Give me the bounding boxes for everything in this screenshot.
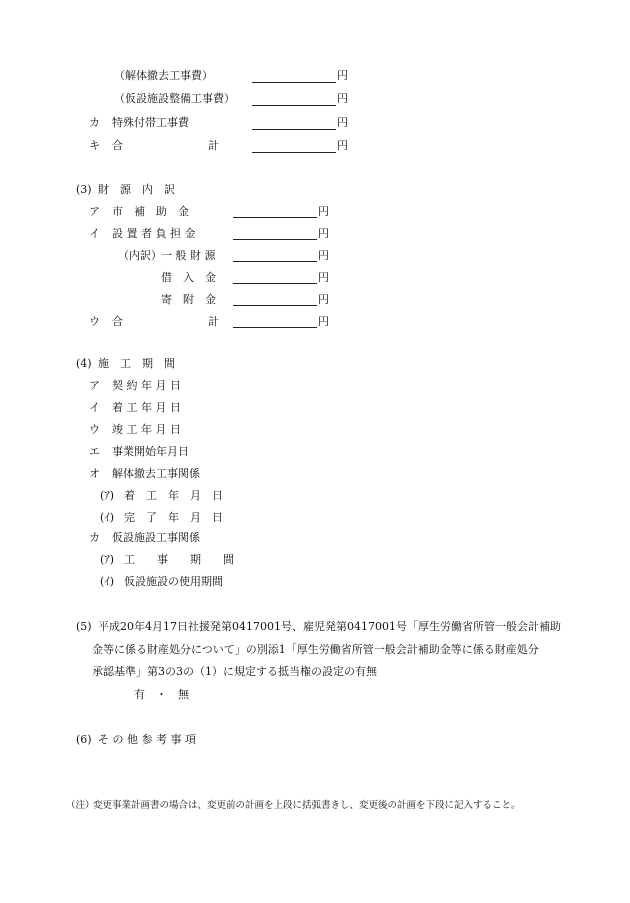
business-start-label: 事業開始年月日 (112, 445, 189, 458)
yen-unit: 円 (337, 69, 348, 82)
breakdown-prefix: （内訳） (118, 249, 162, 262)
yen-unit: 円 (337, 116, 348, 129)
usage-period-label: 仮設施設の使用期間 (124, 575, 223, 588)
completion-date-marker: ウ (89, 423, 100, 436)
completion-date-label: 竣 工 年 月 日 (112, 423, 181, 436)
temp-facility-cost-label: （仮設施設整備工事費） (114, 92, 235, 105)
general-funds-label: 一 般 財 源 (161, 249, 216, 262)
temp-facility-work-marker: カ (89, 531, 100, 544)
funds-total-label-a: 合 (112, 315, 123, 328)
loans-label: 借 入 金 (161, 271, 216, 284)
funds-total-marker: ウ (89, 315, 100, 328)
special-cost-marker: カ (89, 116, 100, 129)
yen-unit: 円 (318, 315, 329, 328)
demolition-work-label: 解体撤去工事関係 (112, 467, 200, 480)
yen-unit: 円 (318, 293, 329, 306)
founder-burden-label: 設 置 者 負 担 金 (112, 227, 196, 240)
founder-burden-marker: イ (89, 227, 100, 240)
yen-unit: 円 (318, 271, 329, 284)
note-marker: （注） (66, 800, 95, 811)
contract-date-marker: ア (89, 379, 100, 392)
city-subsidy-field[interactable] (233, 217, 317, 218)
subsidy-marker: ア (89, 205, 100, 218)
section6-title: そ の 他 参 考 事 項 (98, 733, 196, 746)
special-cost-label: 特殊付帯工事費 (112, 116, 189, 129)
demolition-cost-label: （解体撤去工事費） (114, 69, 213, 82)
funds-total-field[interactable] (233, 327, 317, 328)
total-label-b: 計 (208, 139, 219, 152)
demolition-cost-field[interactable] (252, 82, 336, 83)
section4-title: 施 工 期 間 (98, 357, 175, 370)
temp-facility-work-label: 仮設施設工事関係 (112, 531, 200, 544)
temp-facility-cost-field[interactable] (252, 105, 336, 106)
demolition-start-label: 着 工 年 月 日 (124, 489, 223, 502)
construction-period-label: 工 事 期 間 (124, 553, 234, 566)
business-start-marker: エ (89, 445, 100, 458)
demolition-end-label: 完 了 年 月 日 (124, 511, 223, 524)
total-label-a: 合 (112, 139, 123, 152)
yen-unit: 円 (337, 139, 348, 152)
construction-period-marker: (ｱ) (100, 553, 115, 566)
section5-line2: 金等に係る財産処分について」の別添1「厚生労働省所管一般会計補助金等に係る財産処分 (92, 643, 539, 656)
demolition-start-marker: (ｱ) (100, 489, 115, 502)
demolition-work-marker: オ (89, 467, 100, 480)
funds-total-label-b: 計 (208, 315, 219, 328)
yen-unit: 円 (337, 92, 348, 105)
donations-label: 寄 附 金 (161, 293, 216, 306)
demolition-end-marker: (ｲ) (100, 511, 115, 524)
section4-number: (4) (76, 357, 92, 370)
founder-burden-field[interactable] (233, 239, 317, 240)
total-cost-field[interactable] (252, 152, 336, 153)
yen-unit: 円 (318, 227, 329, 240)
section3-number: (3) (76, 183, 92, 196)
total-marker: キ (89, 139, 100, 152)
yen-unit: 円 (318, 205, 329, 218)
city-subsidy-label: 市 補 助 金 (112, 205, 189, 218)
special-cost-field[interactable] (252, 129, 336, 130)
general-funds-field[interactable] (233, 261, 317, 262)
section5-line1: 平成20年4月17日社援発第0417001号、雇児発第0417001号「厚生労働省所管一般会計補助 (98, 620, 561, 633)
loans-field[interactable] (233, 283, 317, 284)
donations-field[interactable] (233, 305, 317, 306)
yen-unit: 円 (318, 249, 329, 262)
section5-line3: 承認基準」第3の3の（1）に規定する抵当権の設定の有無 (92, 665, 377, 678)
mortgage-choice[interactable]: 有 ・ 無 (134, 688, 189, 701)
start-date-marker: イ (89, 401, 100, 414)
section6-number: (6) (76, 733, 92, 746)
note-text: 変更事業計画書の場合は、変更前の計画を上段に括弧書きし、変更後の計画を下段に記入すること。 (93, 800, 521, 811)
section3-title: 財 源 内 訳 (98, 183, 175, 196)
usage-period-marker: (ｲ) (100, 575, 115, 588)
start-date-label: 着 工 年 月 日 (112, 401, 181, 414)
section5-number: (5) (76, 620, 92, 633)
contract-date-label: 契 約 年 月 日 (112, 379, 181, 392)
